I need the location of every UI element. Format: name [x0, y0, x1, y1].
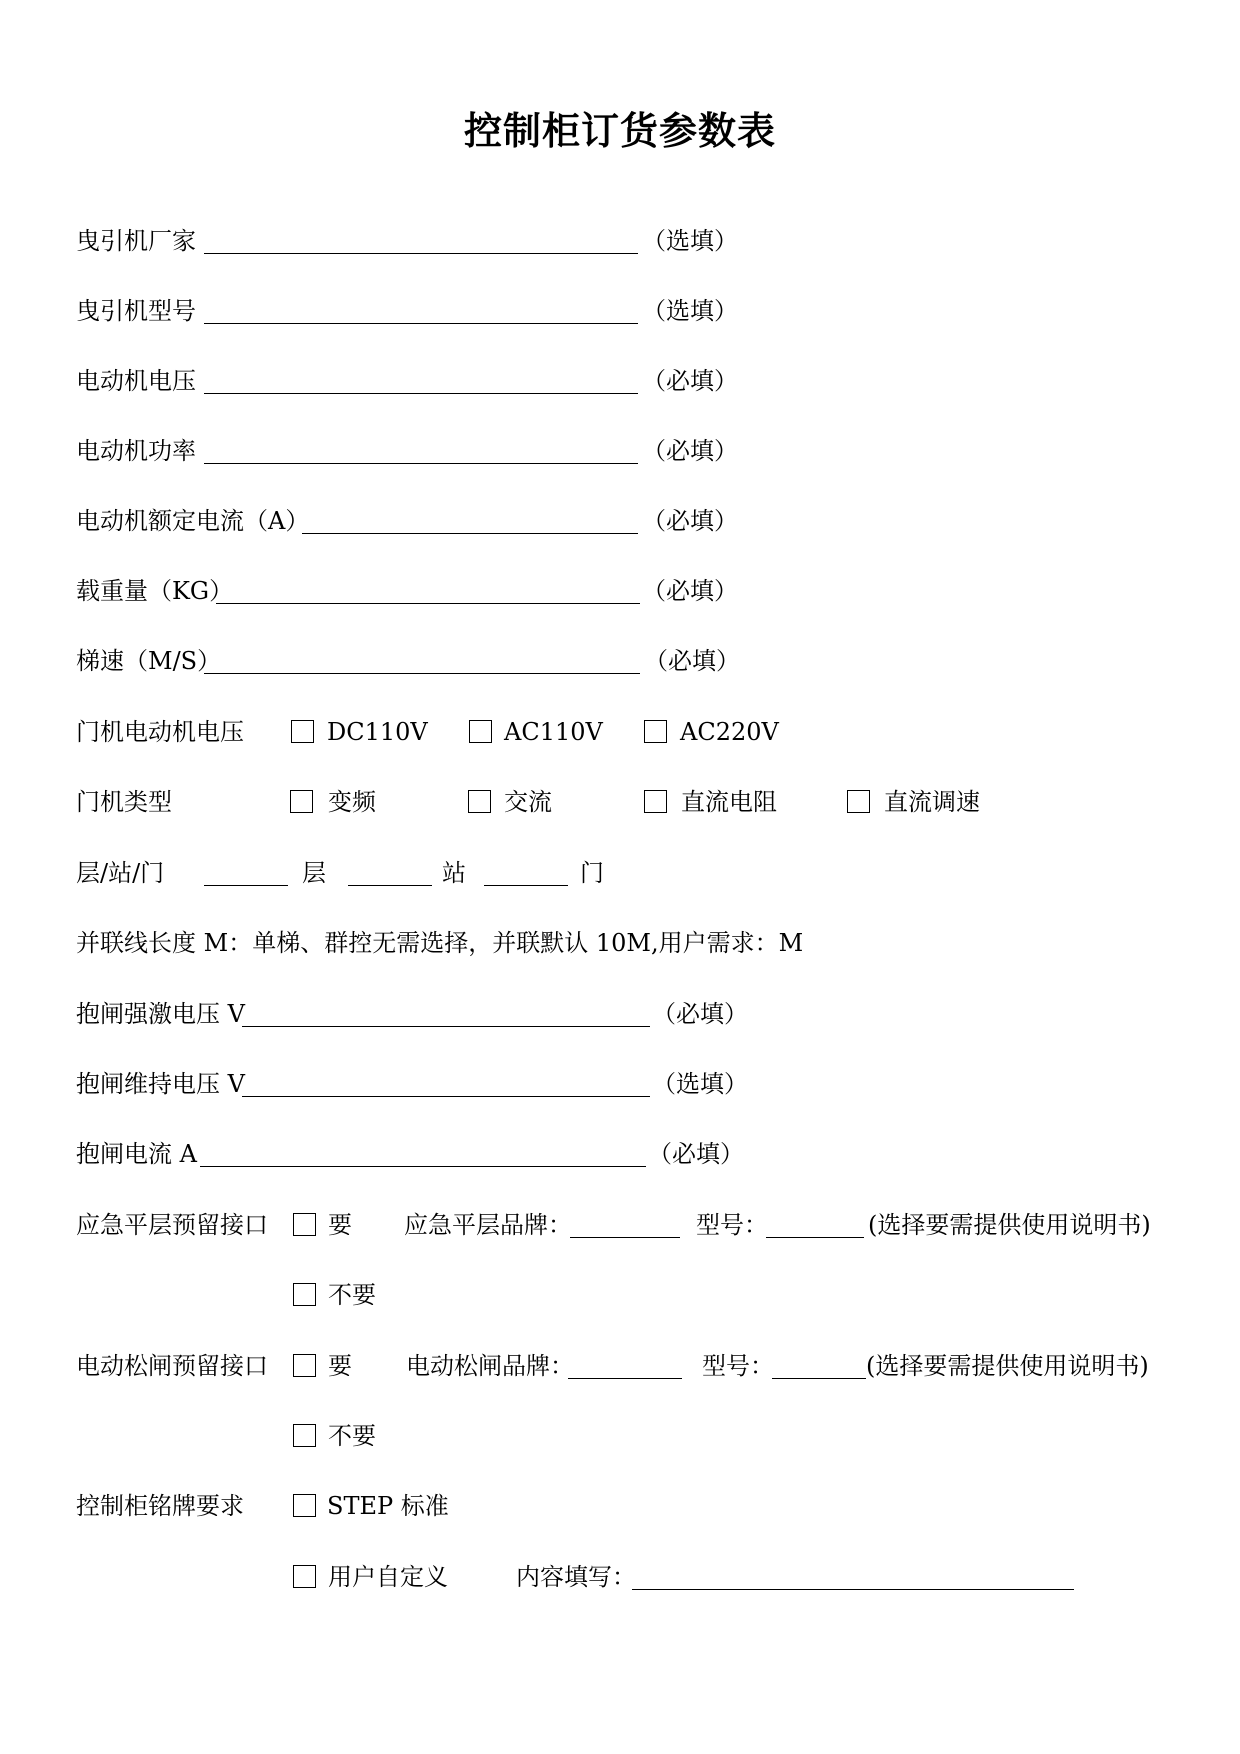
brake-boost-voltage-input-line[interactable] — [242, 1026, 650, 1027]
emergency-no-row — [76, 1277, 476, 1313]
option-label: AC110V — [504, 718, 603, 746]
emergency-label: 应急平层预留接口 — [76, 1211, 268, 1239]
field-label: 曳引机厂家 — [76, 227, 196, 255]
field-label: 电动机功率 — [76, 437, 196, 465]
emergency-brand-input-line[interactable] — [570, 1237, 680, 1238]
field-speed — [76, 643, 776, 679]
station-unit: 站 — [442, 859, 466, 887]
door-type-row — [76, 784, 1076, 820]
checkbox-electric-release-yes[interactable] — [293, 1354, 316, 1377]
option-label: 用户自定义 — [328, 1563, 448, 1591]
parallel-row — [76, 925, 1076, 961]
field-note: （必填） — [648, 1140, 744, 1168]
door-unit: 门 — [580, 859, 604, 887]
checkbox-nameplate-custom[interactable] — [293, 1565, 316, 1588]
checkbox-dc-resistor[interactable] — [644, 790, 667, 813]
checkbox-emergency-yes[interactable] — [293, 1213, 316, 1236]
floor-unit: 层 — [302, 859, 326, 887]
field-label: 电动机电压 — [76, 367, 196, 395]
field-brake-boost-voltage — [76, 996, 796, 1032]
checkbox-ac[interactable] — [468, 790, 491, 813]
door-voltage-row — [76, 714, 1076, 750]
field-label: 抱闸强激电压 V — [76, 1000, 245, 1028]
field-load — [76, 573, 776, 609]
field-motor-current — [76, 503, 776, 539]
electric-release-model-input-line[interactable] — [772, 1378, 866, 1379]
checkbox-dc-speed[interactable] — [847, 790, 870, 813]
speed-input-line[interactable] — [204, 673, 640, 674]
checkbox-dc110v[interactable] — [291, 720, 314, 743]
parallel-text: 并联线长度 M：单梯、群控无需选择，并联默认 10M,用户需求：M — [76, 929, 804, 957]
field-note: （选填） — [642, 227, 738, 255]
electric-release-note: (选择要需提供使用说明书) — [866, 1352, 1149, 1380]
load-input-line[interactable] — [216, 603, 640, 604]
electric-release-label: 电动松闸预留接口 — [76, 1352, 268, 1380]
option-label: 交流 — [504, 788, 552, 816]
emergency-model-input-line[interactable] — [766, 1237, 864, 1238]
electric-release-brand-input-line[interactable] — [568, 1378, 682, 1379]
checkbox-electric-release-no[interactable] — [293, 1424, 316, 1447]
field-label: 曳引机型号 — [76, 297, 196, 325]
emergency-row — [76, 1207, 1176, 1243]
emergency-brand-label: 应急平层品牌： — [404, 1211, 572, 1239]
motor-power-input-line[interactable] — [204, 463, 638, 464]
field-motor-voltage — [76, 363, 776, 399]
checkbox-nameplate-standard[interactable] — [293, 1494, 316, 1517]
option-label: 要 — [328, 1211, 352, 1239]
door-voltage-label: 门机电动机电压 — [76, 718, 244, 746]
checkbox-emergency-no[interactable] — [293, 1283, 316, 1306]
option-label: 要 — [328, 1352, 352, 1380]
brake-hold-voltage-input-line[interactable] — [242, 1096, 650, 1097]
nameplate-content-input-line[interactable] — [632, 1589, 1074, 1590]
motor-current-input-line[interactable] — [302, 533, 638, 534]
nameplate-custom-row — [76, 1559, 1076, 1595]
floors-label: 层/站/门 — [76, 859, 165, 887]
floor-count-input-line[interactable] — [204, 885, 288, 886]
field-note: （必填） — [644, 647, 740, 675]
field-traction-maker — [76, 223, 776, 259]
option-label: DC110V — [327, 718, 428, 746]
field-traction-model — [76, 293, 776, 329]
option-label: 变频 — [328, 788, 376, 816]
checkbox-vvvf[interactable] — [290, 790, 313, 813]
option-label: 直流调速 — [884, 788, 980, 816]
option-label: 不要 — [328, 1422, 376, 1450]
field-brake-hold-voltage — [76, 1066, 796, 1102]
traction-model-input-line[interactable] — [204, 323, 638, 324]
emergency-model-label: 型号： — [696, 1211, 768, 1239]
electric-release-brand-label: 电动松闸品牌： — [406, 1352, 574, 1380]
electric-release-no-row — [76, 1418, 476, 1454]
field-note: （必填） — [642, 577, 738, 605]
field-note: （选填） — [642, 297, 738, 325]
option-label: 不要 — [328, 1281, 376, 1309]
field-motor-power — [76, 433, 776, 469]
field-label: 抱闸维持电压 V — [76, 1070, 245, 1098]
option-label: STEP 标准 — [327, 1492, 449, 1520]
field-label: 电动机额定电流（A） — [76, 507, 310, 535]
field-note: （必填） — [642, 437, 738, 465]
brake-current-input-line[interactable] — [200, 1166, 646, 1167]
door-count-input-line[interactable] — [484, 885, 568, 886]
field-brake-current — [76, 1136, 796, 1172]
option-label: AC220V — [680, 718, 779, 746]
field-note: （选填） — [652, 1070, 748, 1098]
field-label: 抱闸电流 A — [76, 1140, 197, 1168]
electric-release-model-label: 型号： — [702, 1352, 774, 1380]
traction-maker-input-line[interactable] — [204, 253, 638, 254]
station-count-input-line[interactable] — [348, 885, 432, 886]
motor-voltage-input-line[interactable] — [204, 393, 638, 394]
option-label: 直流电阻 — [681, 788, 777, 816]
field-label: 梯速（M/S） — [76, 647, 222, 675]
field-note: （必填） — [652, 1000, 748, 1028]
emergency-note: (选择要需提供使用说明书) — [868, 1211, 1151, 1239]
page-title: 控制柜订货参数表 — [463, 109, 776, 153]
floors-row — [76, 855, 776, 891]
electric-release-row — [76, 1348, 1176, 1384]
nameplate-content-label: 内容填写： — [516, 1563, 636, 1591]
nameplate-label: 控制柜铭牌要求 — [76, 1492, 244, 1520]
field-label: 载重量（KG） — [76, 577, 234, 605]
field-note: （必填） — [642, 507, 738, 535]
checkbox-ac110v[interactable] — [469, 720, 492, 743]
field-note: （必填） — [642, 367, 738, 395]
checkbox-ac220v[interactable] — [644, 720, 667, 743]
door-type-label: 门机类型 — [76, 788, 172, 816]
nameplate-row — [76, 1488, 776, 1524]
